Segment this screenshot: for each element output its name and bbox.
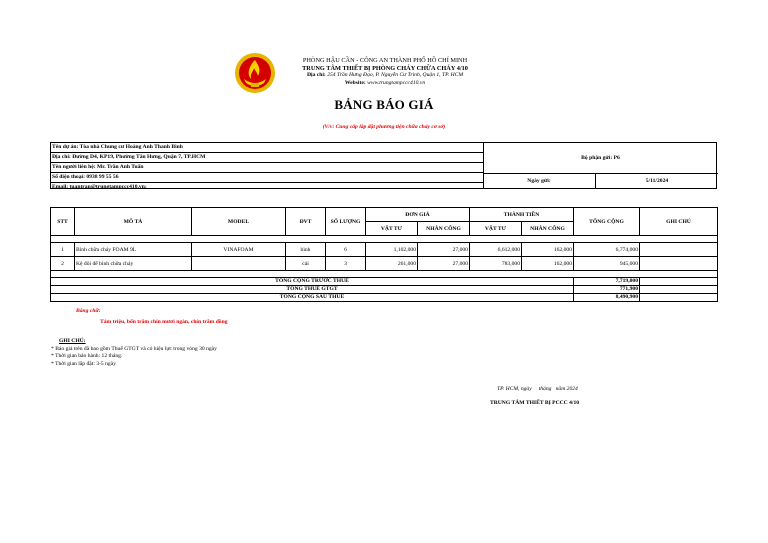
customer-details bbox=[51, 143, 484, 188]
grand-total-value: 8,490,900 bbox=[574, 294, 640, 302]
col-amount-material: VẬT TƯ bbox=[470, 222, 522, 236]
send-date-label: Ngày gửi: bbox=[483, 173, 596, 189]
row-description: Kệ đôi để bình chữa cháy bbox=[75, 257, 192, 271]
contact-phone: Số điện thoại: 0938 99 55 56 bbox=[51, 173, 483, 183]
grand-total-row bbox=[51, 294, 718, 302]
table-row bbox=[51, 257, 718, 271]
col-quantity: SỐ LƯỢNG bbox=[326, 208, 366, 236]
emblem-logo-icon bbox=[234, 52, 276, 94]
table-row bbox=[51, 243, 718, 257]
col-price-material: VẬT TƯ bbox=[366, 222, 418, 236]
row-stt: 1 bbox=[51, 243, 75, 257]
notes-section bbox=[51, 338, 217, 368]
notes-heading: GHI CHÚ: bbox=[59, 338, 86, 344]
row-total: 6,774,000 bbox=[574, 243, 640, 257]
row-total: 945,000 bbox=[574, 257, 640, 271]
row-price-material: 261,000 bbox=[366, 257, 418, 271]
row-stt: 2 bbox=[51, 257, 75, 271]
amount-in-words-label: Bằng chữ: bbox=[76, 308, 101, 314]
project-address: Địa chỉ: Đường D4, KP19, Phường Tân Hưng, Quận 7, TP.HCM bbox=[51, 153, 483, 163]
row-note bbox=[640, 243, 718, 257]
agency-name: TRUNG TÂM THIẾT BỊ PHÒNG CHÁY CHỮA CHÁY 4/10 bbox=[302, 64, 468, 72]
document-title: BẢNG BÁO GIÁ bbox=[334, 97, 434, 112]
row-price-labor: 27,000 bbox=[418, 257, 470, 271]
subtotal-note bbox=[640, 278, 718, 286]
note-item: * Thời gian lắp đặt: 3-5 ngày bbox=[51, 360, 116, 367]
row-quantity: 3 bbox=[326, 257, 366, 271]
agency-parent: PHÒNG HẬU CẦN - CÔNG AN THÀNH PHỐ HỒ CHÍ MINH bbox=[302, 57, 468, 64]
signature-organization: TRUNG TÂM THIẾT BỊ PCCC 4/10 bbox=[490, 400, 580, 406]
row-unit: cái bbox=[286, 257, 326, 271]
agency-website: Website: www.trungtampccc410.vn bbox=[344, 79, 426, 86]
row-amount-labor: 162,000 bbox=[522, 243, 574, 257]
subtotal-label: TỔNG CỘNG TRƯỚC THUẾ bbox=[51, 278, 574, 286]
subtotal-value: 7,719,000 bbox=[574, 278, 640, 286]
quotation-table bbox=[50, 207, 718, 302]
row-unit: bình bbox=[286, 243, 326, 257]
col-stt: STT bbox=[51, 208, 75, 236]
sending-department: Bộ phận gửi: P6 bbox=[483, 143, 718, 174]
col-amount-labor: NHÂN CÔNG bbox=[522, 222, 574, 236]
row-quantity: 6 bbox=[326, 243, 366, 257]
col-unit-price: ĐƠN GIÁ bbox=[366, 208, 470, 222]
row-amount-material: 783,000 bbox=[470, 257, 522, 271]
col-amount: THÀNH TIỀN bbox=[470, 208, 574, 222]
send-date-value: 5/11/2024 bbox=[645, 178, 669, 184]
col-total: TỔNG CỘNG bbox=[574, 208, 640, 236]
agency-header bbox=[280, 57, 490, 87]
col-model: MODEL bbox=[192, 208, 286, 236]
grand-total-label: TỔNG CỘNG SAU THUẾ bbox=[51, 294, 574, 302]
spacer-row bbox=[51, 236, 718, 243]
col-price-labor: NHÂN CÔNG bbox=[418, 222, 470, 236]
col-note: GHI CHÚ bbox=[640, 208, 718, 236]
row-model bbox=[192, 257, 286, 271]
project-name: Tên dự án: Tòa nhà Chung cư Hoàng Anh Thanh Bình bbox=[51, 143, 483, 153]
row-note bbox=[640, 257, 718, 271]
document-subtitle: (V/v: Cung cấp lắp đặt phương tiện chữa cháy cơ sở) bbox=[322, 124, 446, 130]
customer-info-box bbox=[50, 142, 717, 189]
row-amount-material: 6,612,000 bbox=[470, 243, 522, 257]
row-price-material: 1,102,000 bbox=[366, 243, 418, 257]
agency-address: Địa chỉ: 254 Trần Hưng Đạo, P. Nguyễn Cư Trinh, Quận 1, TP. HCM bbox=[306, 72, 464, 79]
amount-in-words-value: Tám triệu, bốn trăm chín mươi ngàn, chín trăm đồng bbox=[100, 319, 228, 325]
col-description: MÔ TẢ bbox=[75, 208, 192, 236]
row-description: Bình chữa cháy FOAM 9L bbox=[75, 243, 192, 257]
vat-label: TỔNG THUẾ GTGT bbox=[51, 286, 574, 294]
note-item: * Báo giá trên đã bao gồm Thuế GTGT và có hiệu lực trong vòng 30 ngày bbox=[51, 345, 217, 352]
contact-person: Tên người liên hệ: Mr. Trần Anh Tuấn bbox=[51, 163, 483, 173]
row-price-labor: 27,000 bbox=[418, 243, 470, 257]
note-item: * Thời gian bảo hành: 12 tháng. bbox=[51, 353, 123, 359]
vat-value: 771,900 bbox=[574, 286, 640, 294]
signature-date-line: TP. HCM, ngày tháng năm 2024 bbox=[497, 386, 578, 392]
spacer-row bbox=[51, 271, 718, 278]
vat-note bbox=[640, 286, 718, 294]
row-model: VINAFOAM bbox=[192, 243, 286, 257]
col-unit: ĐVT bbox=[286, 208, 326, 236]
vat-row bbox=[51, 286, 718, 294]
grand-total-note bbox=[640, 294, 718, 302]
subtotal-row bbox=[51, 278, 718, 286]
contact-email: Email: tuantran@trungtampccc410.vn; bbox=[52, 184, 147, 190]
row-amount-labor: 162,000 bbox=[522, 257, 574, 271]
